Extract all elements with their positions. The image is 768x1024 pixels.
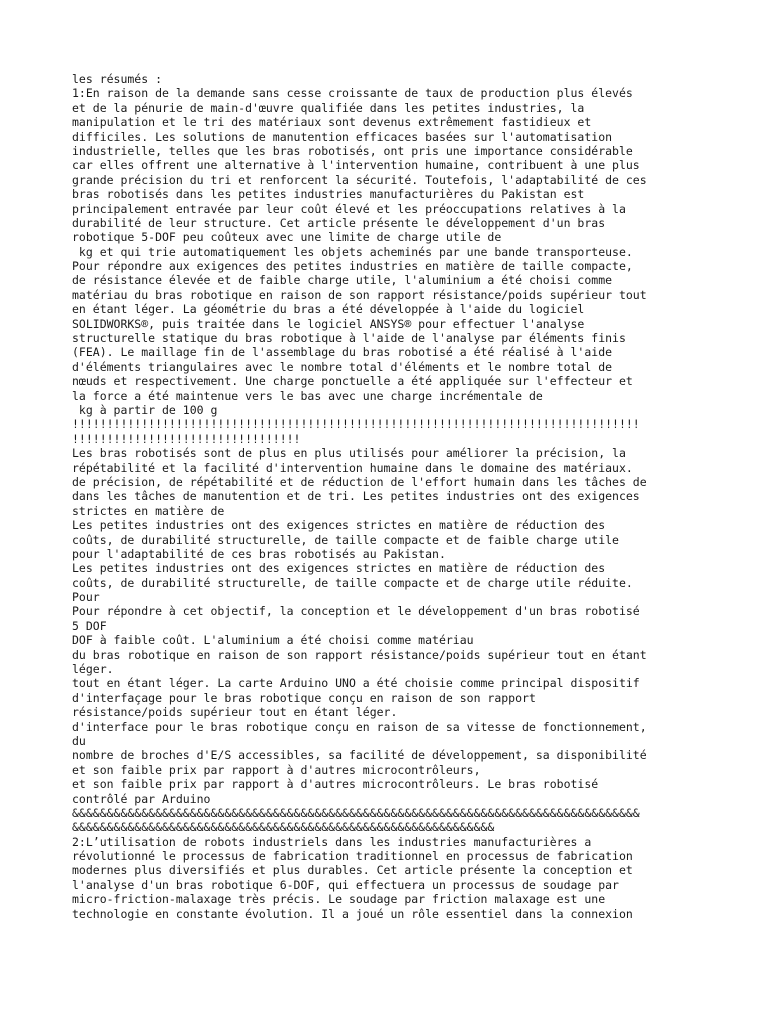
text-line: durabilité de leur structure. Cet article présente le développement d'un bras bbox=[72, 215, 606, 230]
text-line: Pour bbox=[72, 590, 100, 605]
text-line: strictes en matière de bbox=[72, 503, 225, 518]
text-line: kg à partir de 100 g bbox=[72, 402, 218, 417]
text-line: du bbox=[72, 733, 86, 748]
text-line: Les petites industries ont des exigences strictes en matière de réduction des bbox=[72, 561, 606, 576]
text-line: les résumés : bbox=[72, 72, 163, 86]
text-line: révolutionné le processus de fabrication traditionnel en processus de fabrication bbox=[72, 849, 633, 864]
text-line: résistance/poids supérieur tout en étant léger. bbox=[72, 705, 398, 720]
text-line: pour l'adaptabilité de ces bras robotisés au Pakistan. bbox=[72, 546, 446, 561]
text-line: nœuds et respectivement. Une charge ponctuelle a été appliquée sur l'effecteur et bbox=[72, 374, 633, 389]
text-line: en étant léger. La géométrie du bras a été développée à l'aide du logiciel bbox=[72, 302, 585, 317]
text-line: dans les tâches de manutention et de tri. Les petites industries ont des exigences bbox=[72, 489, 640, 504]
text-line: léger. bbox=[72, 662, 114, 677]
text-line: Pour répondre à cet objectif, la conception et le développement d'un bras robotisé bbox=[72, 604, 640, 619]
text-line: 2:L’utilisation de robots industriels dans les industries manufacturières a bbox=[72, 834, 592, 849]
text-line: et de la pénurie de main-d'œuvre qualifiée dans les petites industries, la bbox=[72, 100, 585, 115]
text-line: d'éléments triangulaires avec le nombre total d'éléments et le nombre total de bbox=[72, 359, 613, 374]
text-line: (FEA). Le maillage fin de l'assemblage du bras robotisé a été réalisé à l'aide bbox=[72, 345, 613, 360]
text-line: 5 DOF bbox=[72, 618, 107, 633]
text-line: kg et qui trie automatiquement les objets acheminés par une bande transporteuse. bbox=[72, 244, 633, 259]
text-line: de résistance élevée et de faible charge utile, l'aluminium a été choisi comme bbox=[72, 273, 613, 288]
text-line: structurelle statique du bras robotique à l'aide de l'analyse par éléments finis bbox=[72, 331, 626, 346]
text-line: difficiles. Les solutions de manutention efficaces basées sur l'automatisation bbox=[72, 129, 613, 144]
text-line: SOLIDWORKS®, puis traitée dans le logiciel ANSYS® pour effectuer l'analyse bbox=[72, 316, 585, 331]
text-line: robotique 5-DOF peu coûteux avec une limite de charge utile de bbox=[72, 230, 502, 245]
text-line: manipulation et le tri des matériaux sont devenus extrêmement fastidieux et bbox=[72, 115, 592, 130]
text-line: micro-friction-malaxage très précis. Le soudage par friction malaxage est une bbox=[72, 892, 606, 907]
text-line: de précision, de répétabilité et de réduction de l'effort humain dans les tâches de bbox=[72, 474, 647, 489]
text-line: bras robotisés dans les petites industries manufacturières du Pakistan est bbox=[72, 187, 585, 202]
text-line: DOF à faible coût. L'aluminium a été choisi comme matériau bbox=[72, 633, 474, 648]
document-page bbox=[72, 72, 712, 921]
text-line: tout en étant léger. La carte Arduino UNO a été choisie comme principal dispositif bbox=[72, 676, 640, 691]
separator-line: !!!!!!!!!!!!!!!!!!!!!!!!!!!!!!!!!!!!!!!!!!!!!!!!!!!!!!!!!!!!!!!!!!!!!!!!!!!!!!!!!! bbox=[72, 417, 640, 432]
text-line: technologie en constante évolution. Il a joué un rôle essentiel dans la connexion bbox=[72, 906, 633, 921]
text-line: Les bras robotisés sont de plus en plus utilisés pour améliorer la précision, la bbox=[72, 446, 626, 461]
text-line: et son faible prix par rapport à d'autres microcontrôleurs. Le bras robotisé bbox=[72, 777, 599, 792]
text-line: et son faible prix par rapport à d'autres microcontrôleurs, bbox=[72, 762, 481, 777]
text-line: contrôlé par Arduino bbox=[72, 791, 211, 806]
text-line: la force a été maintenue vers le bas avec une charge incrémentale de bbox=[72, 388, 543, 403]
text-line: du bras robotique en raison de son rapport résistance/poids supérieur tout en étant bbox=[72, 647, 647, 662]
separator-line: !!!!!!!!!!!!!!!!!!!!!!!!!!!!!!!!! bbox=[72, 431, 301, 446]
separator-line: &&&&&&&&&&&&&&&&&&&&&&&&&&&&&&&&&&&&&&&&&&&&&&&&&&&&&&&&&&&&& bbox=[72, 820, 495, 835]
text-line: d'interfaçage pour le bras robotique conçu en raison de son rapport bbox=[72, 690, 536, 705]
text-line: répétabilité et la facilité d'intervention humaine dans le domaine des matériaux. bbox=[72, 460, 633, 475]
text-line: principalement entravée par leur coût élevé et les préoccupations relatives à la bbox=[72, 201, 626, 216]
text-line: coûts, de durabilité structurelle, de taille compacte et de faible charge utile bbox=[72, 532, 619, 547]
text-line: 1:En raison de la demande sans cesse croissante de taux de production plus élevés bbox=[72, 86, 633, 101]
text-line: Pour répondre aux exigences des petites industries en matière de taille compacte, bbox=[72, 259, 633, 274]
text-line: nombre de broches d'E/S accessibles, sa facilité de développement, sa disponibilité bbox=[72, 748, 647, 763]
text-line: Les petites industries ont des exigences strictes en matière de réduction des bbox=[72, 518, 606, 533]
text-line: industrielle, telles que les bras robotisés, ont pris une importance considérable bbox=[72, 143, 633, 158]
text-line: grande précision du tri et renforcent la sécurité. Toutefois, l'adaptabilité de ces bbox=[72, 172, 647, 187]
text-line: matériau du bras robotique en raison de son rapport résistance/poids supérieur tout bbox=[72, 287, 647, 302]
text-line: d'interface pour le bras robotique conçu en raison de sa vitesse de fonctionnement, bbox=[72, 719, 647, 734]
text-line: car elles offrent une alternative à l'intervention humaine, contribuent à une plus bbox=[72, 158, 640, 173]
text-line: coûts, de durabilité structurelle, de taille compacte et de charge utile réduite. bbox=[72, 575, 633, 590]
text-line: modernes plus diversifiés et plus durables. Cet article présente la conception et bbox=[72, 863, 633, 878]
text-line: l'analyse d'un bras robotique 6-DOF, qui effectuera un processus de soudage par bbox=[72, 877, 619, 892]
separator-line: &&&&&&&&&&&&&&&&&&&&&&&&&&&&&&&&&&&&&&&&&&&&&&&&&&&&&&&&&&&&&&&&&&&&&&&&&&&&&&&&&& bbox=[72, 805, 640, 820]
